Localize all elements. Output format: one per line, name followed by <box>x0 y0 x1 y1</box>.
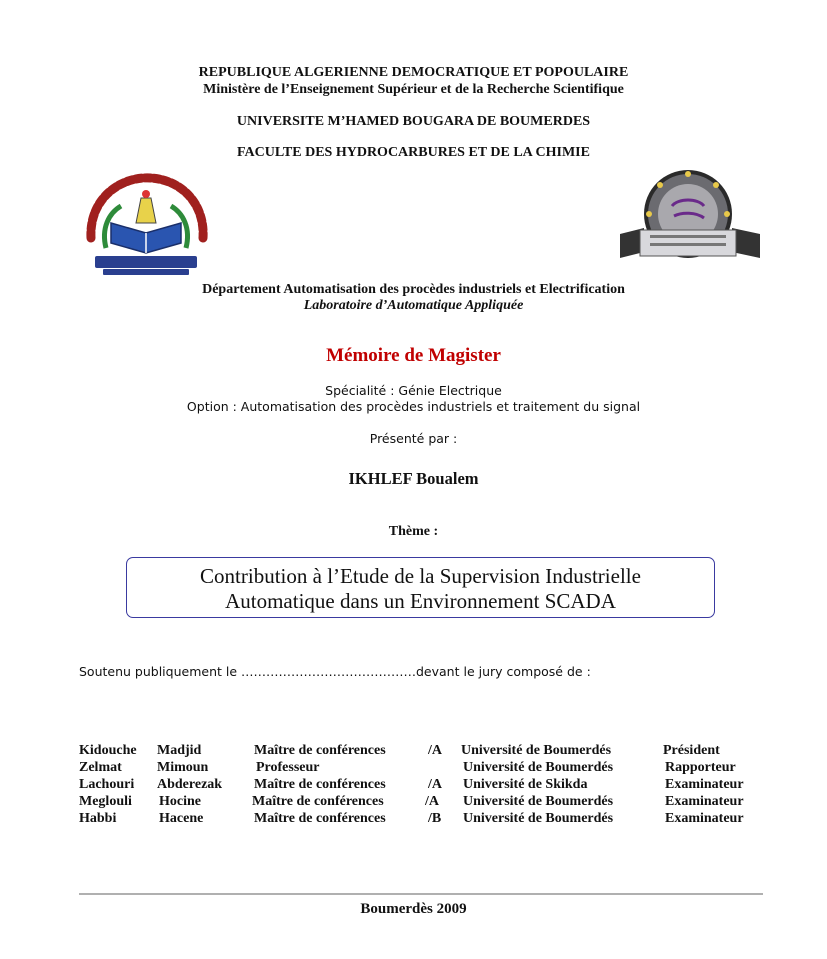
jury-institution: Université de Boumerdés <box>463 794 614 809</box>
jury-last-name: Habbi <box>79 811 117 826</box>
jury-grade: /A <box>425 794 439 809</box>
topic-box <box>126 557 715 618</box>
footer-divider <box>79 893 763 895</box>
topic-line-2: Automatique dans un Environnement SCADA <box>225 589 616 613</box>
laboratory-name: Laboratoire d’Automatique Appliquée <box>303 298 524 313</box>
jury-row <box>0 760 827 777</box>
theme-label: Thème : <box>388 524 439 539</box>
jury-institution: Université de Skikda <box>463 777 588 792</box>
jury-row <box>0 777 827 794</box>
topic-line-1: Contribution à l’Etude de la Supervision Industrielle <box>200 564 641 588</box>
university-emblem-icon <box>620 168 760 270</box>
jury-last-name: Meglouli <box>79 794 132 809</box>
jury-institution: Université de Boumerdés <box>463 760 614 775</box>
republic-title: REPUBLIQUE ALGERIENNE DEMOCRATIQUE ET POPOULAIRE <box>198 65 629 80</box>
faculty-title: FACULTE DES HYDROCARBURES ET DE LA CHIMIE <box>237 145 590 160</box>
jury-rank: Maître de conférences <box>254 743 386 758</box>
jury-row <box>0 794 827 811</box>
jury-last-name: Lachouri <box>79 777 135 792</box>
defense-statement: Soutenu publiquement le ……………………………………devant le jury composé de : <box>79 664 591 679</box>
option: Option : Automatisation des procèdes industriels et traitement du signal <box>186 399 641 414</box>
place-year: Boumerdès 2009 <box>360 901 467 917</box>
jury-role: Examinateur <box>665 811 744 826</box>
jury-grade: /A <box>428 777 442 792</box>
jury-first-name: Hocine <box>159 794 201 809</box>
university-title: UNIVERSITE M’HAMED BOUGARA DE BOUMERDES <box>236 114 591 129</box>
jury-role: Examinateur <box>665 794 744 809</box>
author-name: IKHLEF Boualem <box>348 469 479 488</box>
jury-rank: Maître de conférences <box>254 811 386 826</box>
jury-first-name: Hacene <box>159 811 204 826</box>
jury-institution: Université de Boumerdés <box>461 743 612 758</box>
jury-row <box>0 811 827 828</box>
ministry-title: Ministère de l’Enseignement Supérieur et de la Recherche Scientifique <box>203 82 624 97</box>
jury-role: Examinateur <box>665 777 744 792</box>
jury-rank: Maître de conférences <box>254 777 386 792</box>
speciality: Spécialité : Génie Electrique <box>325 383 502 398</box>
jury-last-name: Zelmat <box>79 760 122 775</box>
jury-row <box>0 743 827 760</box>
jury-first-name: Madjid <box>157 743 202 758</box>
jury-last-name: Kidouche <box>79 743 137 758</box>
presented-by-label: Présenté par : <box>369 431 458 446</box>
department-name: Département Automatisation des procèdes industriels et Electrification <box>202 282 625 297</box>
jury-first-name: Mimoun <box>157 760 209 775</box>
jury-role: Président <box>663 743 720 758</box>
jury-first-name: Abderezak <box>157 777 223 792</box>
jury-role: Rapporteur <box>665 760 736 775</box>
jury-rank: Maître de conférences <box>252 794 384 809</box>
jury-grade: /A <box>428 743 442 758</box>
thesis-type: Mémoire de Magister <box>326 345 501 366</box>
faculty-emblem-icon <box>81 168 211 280</box>
jury-grade: /B <box>428 811 442 826</box>
jury-institution: Université de Boumerdés <box>463 811 614 826</box>
jury-rank: Professeur <box>256 760 320 775</box>
